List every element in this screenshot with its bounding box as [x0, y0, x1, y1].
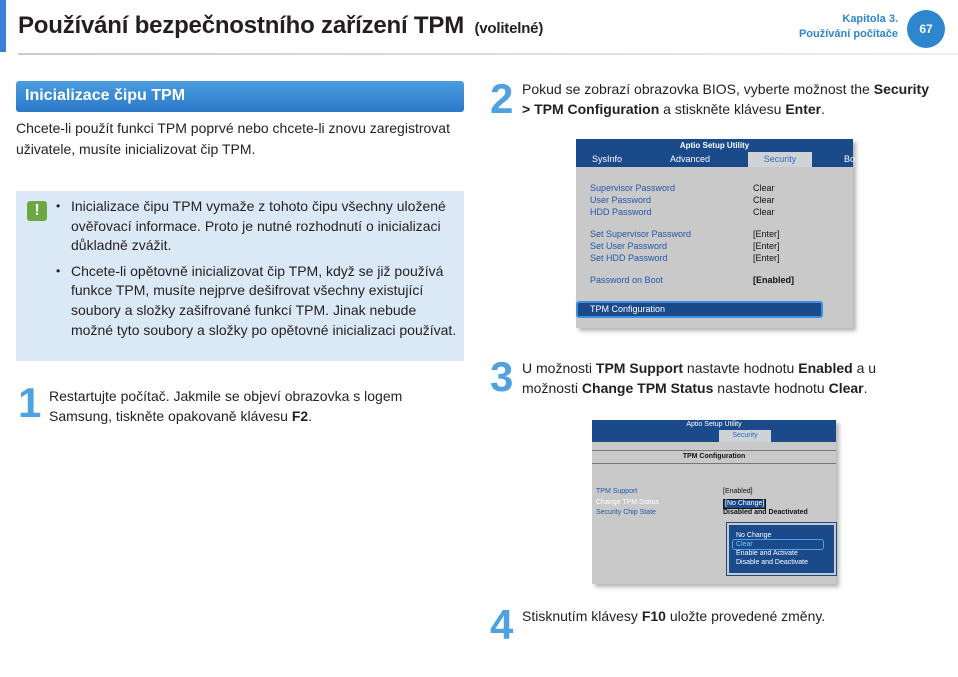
- selection-highlight-ring: [732, 539, 824, 550]
- bios-row-key: Set Supervisor Password: [590, 229, 692, 239]
- step-3-text-b: nastavte hodnotu: [683, 360, 799, 376]
- step-3-text-a: U možnosti: [522, 360, 596, 376]
- bios-row: [590, 228, 850, 240]
- warning-exclamation-icon: !: [27, 201, 47, 221]
- chapter-number: Kapitola 3.: [842, 13, 898, 25]
- step-1-text-b: .: [308, 408, 313, 424]
- bios-row-value: Clear: [753, 183, 775, 193]
- step-2-text-b: a stiskněte klávesu: [659, 101, 786, 117]
- bios-row-value: Disabled and Deactivated: [723, 509, 808, 516]
- bios-tab-sysinfo: SysInfo: [592, 154, 623, 164]
- step-3-option-2: Change TPM Status: [581, 380, 714, 396]
- step-3-text-c: a u možnosti: [522, 360, 877, 396]
- note-item: • Inicializace čipu TPM vymaže z tohoto čipu všechny uložené ověřovací informace. Proto je nutné rozhodnutí o inicializaci důkladně zvážit.: [56, 197, 460, 256]
- bios-row: [596, 498, 836, 509]
- note-box: [16, 191, 464, 361]
- step-4-text-b: uložte provedené změny.: [665, 608, 826, 624]
- bios-row-value: [Enter]: [753, 241, 780, 251]
- step-3-text-e: .: [863, 380, 868, 396]
- bios-settings-list: [596, 487, 836, 519]
- bios-screenshot-security: [576, 139, 856, 328]
- step-4-text: [522, 606, 932, 626]
- bios-tab-advanced: Advanced: [670, 154, 711, 164]
- step-4-key: F10: [641, 608, 666, 624]
- step-3-number: 3: [490, 353, 514, 400]
- bios-row: [596, 487, 836, 498]
- bios-row-key: Set User Password: [590, 241, 668, 251]
- bios-row-value: Clear: [753, 195, 775, 205]
- bios-row-value: [No Change]: [725, 499, 765, 507]
- step-1-number: 1: [18, 379, 42, 426]
- step-4-number: 4: [490, 601, 514, 648]
- bios-row-key: Security Chip State: [596, 509, 656, 516]
- bios-option: Disable and Deactivate: [736, 559, 808, 566]
- bios-row: [590, 240, 850, 252]
- page-title: [18, 12, 543, 40]
- step-3-text: [522, 358, 932, 398]
- bios-title: Aptio Setup Utility: [592, 420, 836, 430]
- step-2-text-a: Pokud se zobrazí obrazovka BIOS, vyberte možnost the: [522, 81, 874, 97]
- bios-row-value: [Enter]: [753, 229, 780, 239]
- page-title-text: Používání bezpečnostního zařízení TPM: [18, 12, 464, 39]
- bios-row-key: Password on Boot: [590, 275, 664, 285]
- bios-row-value: [Enabled]: [753, 275, 795, 285]
- bios-tab-bar: [592, 430, 836, 442]
- bios-selected-tpm-configuration: TPM Configuration: [576, 301, 823, 318]
- bios-row: [590, 252, 850, 264]
- step-1-key: F2: [291, 408, 309, 424]
- bios-title: Aptio Setup Utility: [576, 139, 853, 152]
- bios-row-key: Supervisor Password: [590, 183, 676, 193]
- chapter-label: [799, 12, 898, 42]
- bios-row: [590, 194, 850, 206]
- step-1-text-a: Restartujte počítač. Jakmile se objeví obrazovka s logem Samsung, tiskněte opakovaně klávesu: [49, 388, 403, 424]
- step-2-key: Enter: [785, 101, 822, 117]
- bios-subpage-title: TPM Configuration: [592, 450, 836, 464]
- bios-option-popup: [727, 523, 836, 575]
- bios-row: [590, 274, 850, 286]
- note-list: [56, 197, 460, 346]
- step-2-menu-path: Security > TPM Configuration: [522, 81, 929, 117]
- step-3-option-1: TPM Support: [595, 360, 684, 376]
- page-title-suffix: (volitelné): [474, 20, 544, 37]
- step-2-number: 2: [490, 75, 514, 122]
- intro-paragraph: Chcete-li použít funkci TPM poprvé nebo chcete-li znovu zaregistrovat uživatele, musíte inicializovat čip TPM.: [16, 120, 450, 157]
- bios-option: No Change: [736, 532, 772, 539]
- step-4-text-a: Stisknutím klávesy: [522, 608, 642, 624]
- page-number-badge: 67: [907, 10, 945, 48]
- bios-tab-security: Security: [719, 430, 771, 442]
- bios-row-key: TPM Support: [596, 488, 638, 495]
- step-2-text-c: .: [821, 101, 826, 117]
- bios-row-key: HDD Password: [590, 207, 652, 217]
- step-3-value-2: Clear: [828, 380, 864, 396]
- bios-row: [590, 206, 850, 218]
- bios-tab-security: Security: [748, 152, 812, 167]
- header-accent-bar: [0, 0, 6, 52]
- step-3-text-d: nastavte hodnotu: [713, 380, 829, 396]
- bios-row-value: [Enter]: [753, 253, 780, 263]
- bios-row: [590, 182, 850, 194]
- bios-screenshot-tpm-configuration: [592, 420, 836, 584]
- section-heading: Inicializace čipu TPM: [16, 81, 464, 112]
- bios-row-value: Clear: [753, 207, 775, 217]
- bios-row-value: [Enabled]: [723, 488, 753, 495]
- bios-option-selected: Clear: [736, 541, 753, 548]
- step-2-text: [522, 79, 932, 119]
- header-divider: [18, 53, 958, 55]
- bios-row-key: Set HDD Password: [590, 253, 668, 263]
- bios-row-key: Change TPM Status: [596, 498, 659, 506]
- chapter-title: Používání počítače: [798, 28, 898, 40]
- bios-row: [596, 508, 836, 519]
- bios-row-key: User Password: [590, 195, 652, 205]
- note-item: • Chcete-li opětovně inicializovat čip TPM, když se již používá funkce TPM, musíte nejprve dešifrovat všechny existující soubory a složky zašifrované funkcí TPM. Jinak nebude možné tyto soubory a složky po opětovné inicializaci používat.: [56, 262, 460, 340]
- bios-settings-list: [590, 182, 850, 286]
- bios-tab-bar: [576, 152, 856, 167]
- step-1-text: [49, 386, 459, 426]
- bios-tab-boot: Bo: [844, 154, 856, 164]
- step-3-value-1: Enabled: [798, 360, 853, 376]
- bios-option: Enable and Activate: [736, 550, 798, 557]
